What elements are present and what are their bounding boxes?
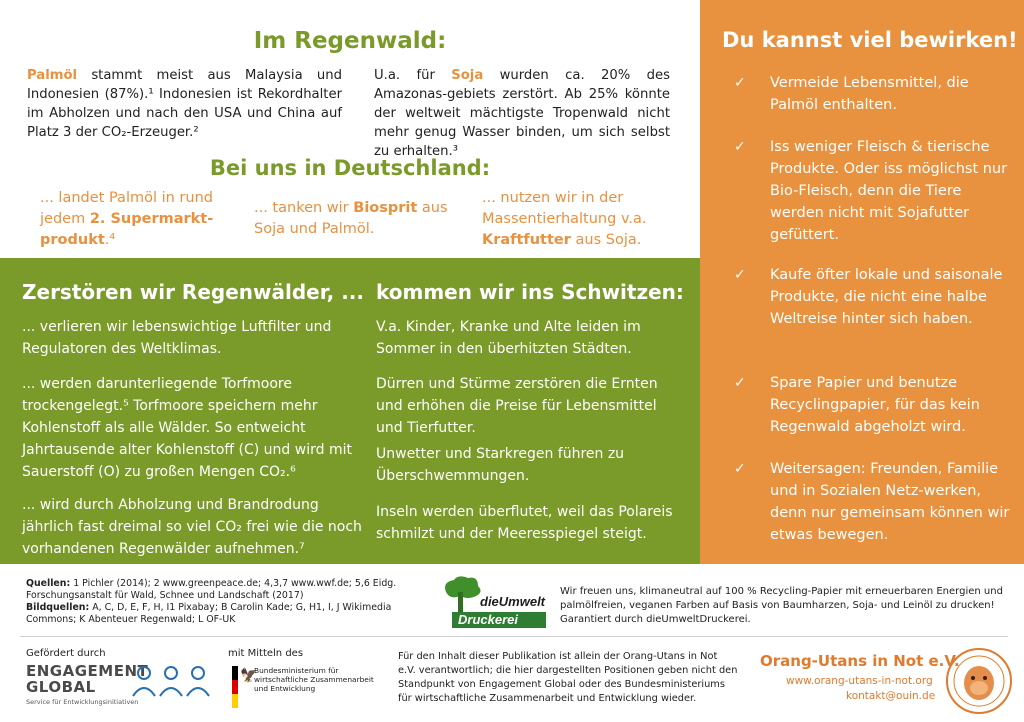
sources-line <box>26 578 406 602</box>
eg-name-line2: GLOBAL <box>26 678 96 696</box>
sweat-point-2: Dürren und Stürme zerstören die Ernten und erhöhen die Preise für Lebensmittel und Tierfutter. <box>376 376 658 436</box>
footer-divider <box>20 636 1008 637</box>
germany-fact-supermarket <box>40 188 240 251</box>
sources-text: 1 Pichler (2014); 2 www.greenpeace.de; 4,3,7 www.wwf.de; 5,6 Eidg. Forschungsanstalt für Wald, Schnee und Landschaft (2017) <box>26 578 397 601</box>
germany-fact-feed-before: ... nutzen wir in der Massentierhaltung v.a. <box>482 190 647 227</box>
soy-text-before: U.a. für <box>374 68 452 83</box>
consequences-section <box>0 258 700 564</box>
sources-block <box>26 578 406 626</box>
germany-fact-supermarket-after: .⁴ <box>104 232 116 248</box>
germany-fact-biofuel <box>254 198 454 240</box>
action-item-text: Vermeide Lebensmittel, die Palmöl enthalten. <box>770 75 969 113</box>
check-icon: ✓ <box>734 461 746 477</box>
destroy-heading: Zerstören wir Regenwälder, ... <box>22 280 364 304</box>
print-statement: Wir freuen uns, klimaneutral auf 100 % Recycling-Papier mit erneuerbaren Energien und palmölfreien, veganen Farben auf Basis von Baumharzen, Soja- und Leinöl zu drucken! Garantiert durch dieUmweltDruckerei. <box>560 586 1003 625</box>
sweat-heading: kommen wir ins Schwitzen: <box>376 280 684 304</box>
soy-text-after: wurden ca. 20% des Amazonas-gebiets zerstört. Ab 25% könnte der weltweit mächtigste Tropenwald nicht mehr genug Wasser binden, um sich selbst zu erhalten.³ <box>374 68 670 159</box>
people-icon <box>130 664 212 698</box>
logo-text-top: dieUmwelt <box>480 594 546 609</box>
rainforest-section <box>0 0 700 258</box>
destroy-point-1: ... verlieren wir lebenswichtige Luftfilter und Regulatoren des Weltklimas. <box>22 319 332 357</box>
sweat-point-3: Unwetter und Starkregen führen zu Überschwemmungen. <box>376 446 625 484</box>
sources-label: Quellen: <box>26 578 71 589</box>
action-sidebar <box>700 0 1024 564</box>
germany-fact-feed <box>482 188 682 251</box>
eg-name-line1: ENGAGEMENT <box>26 662 149 680</box>
germany-fact-feed-bold: Kraftfutter <box>482 232 571 248</box>
palm-oil-highlight: Palmöl <box>27 68 78 83</box>
germany-fact-biofuel-before: ... tanken wir <box>254 200 354 216</box>
check-icon: ✓ <box>734 375 746 391</box>
check-icon: ✓ <box>734 139 746 155</box>
germany-heading: Bei uns in Deutschland: <box>209 156 491 180</box>
funds-label: mit Mitteln des <box>228 648 304 659</box>
org-email-link[interactable]: kontakt@ouin.de <box>846 690 936 702</box>
image-sources-text: A, C, D, E, F, H, I1 Pixabay; B Carolin Kade; G, H1, I, J Wikimedia Commons; K Abenteuer Regenwald; L OF-UK <box>26 602 392 625</box>
orangutan-logo-icon <box>944 646 1014 716</box>
rainforest-heading: Im Regenwald: <box>253 28 447 54</box>
germany-fact-biofuel-bold: Biosprit <box>353 200 418 216</box>
germany-fact-supermarket-bold: 2. Supermarkt-produkt <box>40 211 214 248</box>
disclaimer: Für den Inhalt dieser Publikation ist allein der Orang-Utans in Not e.V. verantwortlich; die hier dargestellten Positionen geben nicht den Standpunkt von Engagement Global oder des Bundesministeriums für wirtschaftliche Zusammenarbeit und Entwicklung wieder. <box>398 651 738 704</box>
destroy-point-2: ... werden darunterliegende Torfmoore trockengelegt.⁵ Torfmoore speichern mehr Kohlenstoff als alle Wälder. So entweicht Jahrtausende alter Kohlenstoff (C) und wird mit Sauerstoff (O) zu großen Mengen CO₂.⁶ <box>22 376 352 480</box>
image-sources-label: Bildquellen: <box>26 602 90 613</box>
palm-oil-text: stammt meist aus Malaysia und Indonesien (87%).¹ Indonesien ist Rekordhalter im Abholzen und nach den USA und China auf Platz 3 der CO₂-Erzeuger.² <box>27 68 342 140</box>
german-flag-icon <box>232 666 238 708</box>
action-item-text: Iss weniger Fleisch & tierische Produkte. Oder iss möglichst nur Bio-Fleisch, denn die Tiere werden nicht mit Sojafutter gefüttert. <box>770 139 1008 243</box>
bmz-name: Bundesministerium für wirtschaftliche Zusammenarbeit und Entwicklung <box>254 666 374 693</box>
sweat-point-4: Inseln werden überflutet, weil das Polareis schmilzt und der Meeresspiegel steigt. <box>376 504 673 542</box>
action-item-text: Weitersagen: Freunden, Familie und in Sozialen Netz-werken, denn nur gemeinsam können wir etwas bewegen. <box>770 461 1010 543</box>
germany-fact-biofuel-after: aus Soja und Palmöl. <box>254 200 448 237</box>
sweat-point-1: V.a. Kinder, Kranke und Alte leiden im Sommer in den überhitzten Städten. <box>376 319 641 357</box>
logo-text-bottom: Druckerei <box>458 612 518 627</box>
check-icon: ✓ <box>734 75 746 91</box>
eagle-icon: 🦅 <box>240 668 258 684</box>
org-name: Orang-Utans in Not e.V. <box>760 652 960 670</box>
action-item-text: Kaufe öfter lokale und saisonale Produkte, die nicht eine halbe Weltreise hinter sich haben. <box>770 267 1003 327</box>
bmz-logo <box>228 662 388 712</box>
destroy-point-3: ... wird durch Abholzung und Brandrodung jährlich fast dreimal so viel CO₂ frei wie die noch vorhandenen Regenwälder aufnehmen.⁷ <box>22 497 362 557</box>
germany-fact-supermarket-before: ... landet Palmöl in rund jedem <box>40 190 213 227</box>
palm-oil-paragraph <box>27 66 342 142</box>
tree-logo-icon <box>438 574 546 630</box>
umweltdruckerei-logo <box>438 574 546 630</box>
action-title: Du kannst viel bewirken! <box>722 28 1018 52</box>
soy-paragraph <box>374 66 670 161</box>
check-icon: ✓ <box>734 267 746 283</box>
germany-fact-feed-after: aus Soja. <box>570 232 642 248</box>
org-website-link[interactable]: www.orang-utans-in-not.org <box>786 675 933 687</box>
soy-highlight: Soja <box>451 68 484 83</box>
eg-subtitle: Service für Entwicklungsinitiativen <box>26 698 139 706</box>
image-sources-line <box>26 602 406 626</box>
engagement-global-logo <box>26 660 216 708</box>
action-item-text: Spare Papier und benutze Recyclingpapier, für das kein Regenwald abgeholzt wird. <box>770 375 980 435</box>
funded-by-label: Gefördert durch <box>26 648 106 659</box>
